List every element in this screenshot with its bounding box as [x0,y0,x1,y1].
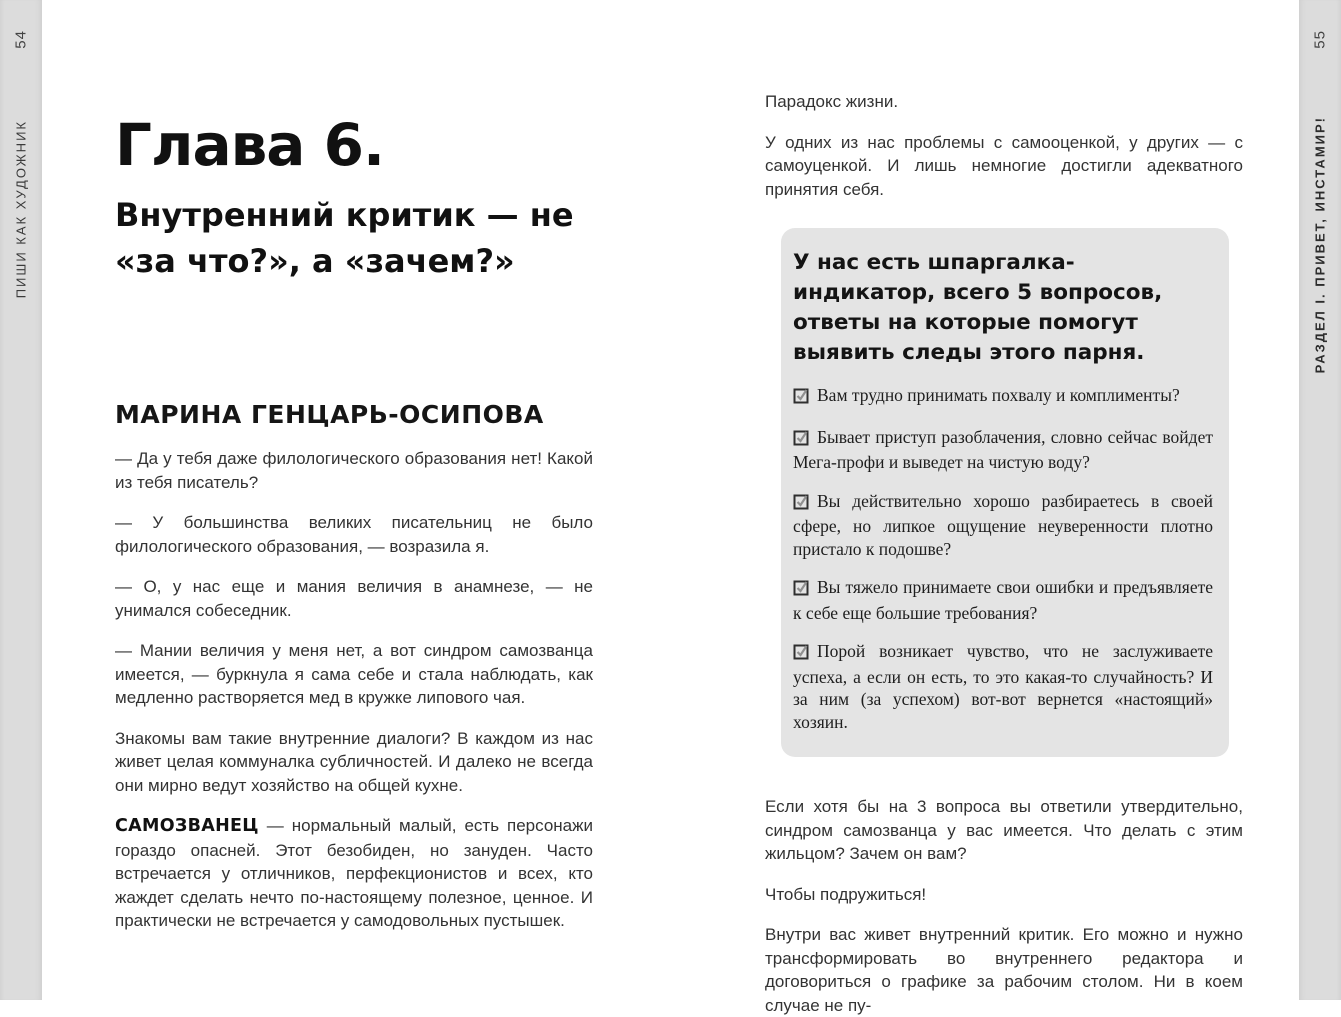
checklist-item-text: Вам трудно принимать похвалу и комплименты? [817,385,1180,405]
right-margin-strip [1299,0,1341,1000]
checklist-box [781,228,1229,757]
chapter-subtitle: Внутренний критик — не «за что?», а «зачем?» [115,196,574,280]
paragraph: Если хотя бы на 3 вопроса вы ответили утвердительно, синдром самозванца у вас имеется. Что делать с этим жильцом? Зачем он вам? [765,797,1243,863]
checklist-box-title: У нас есть шпаргалка-индикатор, всего 5 вопросов, ответы на которые помогут выявить следы этого парня. [793,250,1163,365]
checklist-item [793,490,1213,561]
right-page-number: 55 [1311,30,1329,49]
paragraph: Внутри вас живет внутренний критик. Его можно и нужно трансформировать во внутреннего редактора и договориться о графике за рабочим столом. Ни в коем случае не пу- [765,925,1243,1015]
left-page [115,112,593,933]
checklist-item [793,640,1213,733]
checklist-item [793,426,1213,474]
checklist-item-text: Вы тяжело принимаете свои ошибки и предъявляете к себе еще большие требования? [793,577,1213,623]
checkbox-icon [793,643,810,666]
paragraph: Парадокс жизни. [765,92,899,111]
impostor-term: САМОЗВАНЕЦ [115,816,259,836]
paragraph: — О, у нас еще и мания величия в анамнезе, — не унимался собеседник. [115,577,593,620]
paragraph: Чтобы подружиться! [765,884,927,904]
checklist-item-text: Вы действительно хорошо разбираетесь в своей сфере, но липкое ощущение неуверенности плотно пристало к подошве? [793,490,1213,559]
left-page-number: 54 [12,30,30,49]
checkbox-icon [793,579,810,602]
impostor-paragraph [115,814,593,933]
impostor-text: — нормальный малый, есть персонажи гораздо опасней. Этот безобиден, но зануден. Часто встречается у отличников, перфекционистов и всех, кто жаждет сделать нечто по-настоящему полезное, ценное. И практически не встречается у самодовольных пустышек. [115,816,593,930]
right-running-header: РАЗДЕЛ I. ПРИВЕТ, ИНСТАМИР! [1312,116,1328,374]
paragraph: — Мании величия у меня нет, а вот синдром самозванца имеется, — буркнула я сама себе и стала наблюдать, как медленно растворяется мед в кружке липового чая. [115,641,593,707]
checklist-item [793,384,1213,410]
paragraph: — Да у тебя даже филологического образования нет! Какой из тебя писатель? [115,449,593,492]
checklist-item [793,576,1213,624]
paragraph: У одних из нас проблемы с самооценкой, у других — с самоуценкой. И лишь немногие достигли адекватного принятия себя. [765,132,1243,199]
right-page [765,90,1243,1017]
checklist-item-text: Бывает приступ разоблачения, словно сейчас войдет Мега-профи и выведет на чистую воду? [793,426,1213,472]
paragraph: — У большинства великих писательниц не было филологического образования, — возразила я. [115,513,593,556]
paragraph: Знакомы вам такие внутренние диалоги? В каждом из нас живет целая коммуналка субличностей. И далеко не всегда они мирно ведут хозяйство на общей кухне. [115,728,593,795]
checklist-item-text: Порой возникает чувство, что не заслуживаете успеха, а если он есть, то это какая-то случайность? И за ним (за успехом) вот-вот вернется «настоящий» хозяин. [793,641,1213,732]
checkbox-icon [793,493,810,516]
checkbox-icon [793,429,810,452]
chapter-title: Глава 6. [115,111,385,179]
checkbox-icon [793,387,810,410]
left-running-header: ПИШИ КАК ХУДОЖНИК [13,120,29,299]
left-margin-strip [0,0,42,1000]
author-heading: МАРИНА ГЕНЦАРЬ-ОСИПОВА [115,400,544,429]
